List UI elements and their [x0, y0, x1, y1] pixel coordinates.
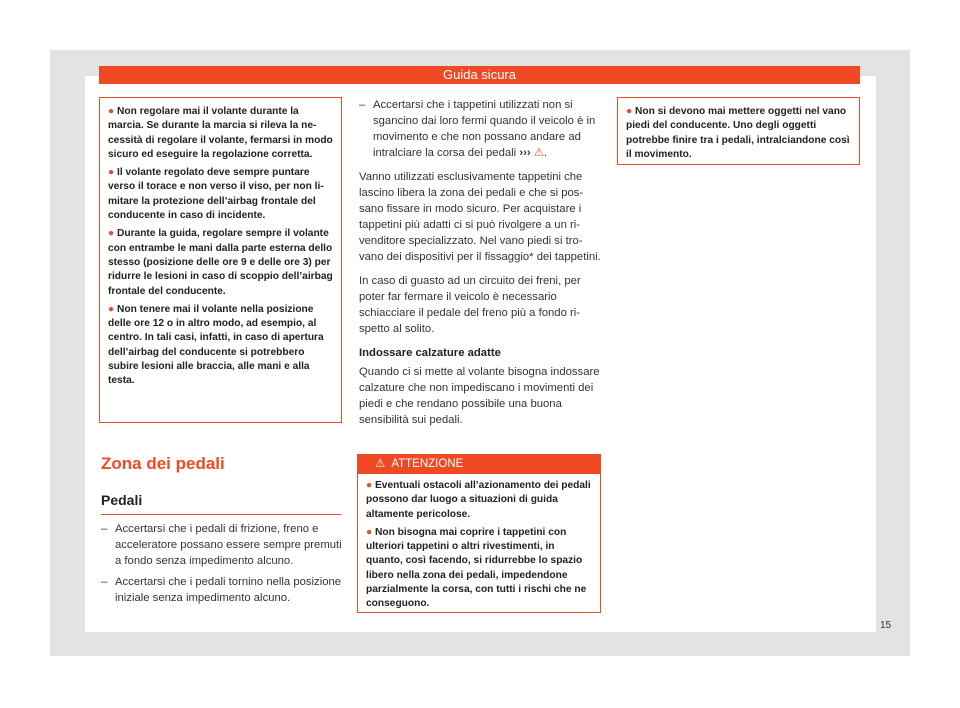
subsection-title: Pedali	[101, 492, 143, 508]
warning-item: ● Eventuali ostacoli all’azionamento dei pedali possono dar luogo a situazioni di guida altamente pericolose.	[366, 480, 591, 520]
warning-item: ● Non si devono mai mettere oggetti nel vano piedi del conducente. Uno degli oggetti potrebbe finire tra i pedali, intralciandone così il movimento.	[626, 106, 850, 160]
warning-triangle-icon: ⚠	[375, 458, 386, 470]
section-title: Zona dei pedali	[101, 454, 225, 473]
divider	[101, 514, 341, 515]
warning-triangle-icon: ⚠	[533, 147, 544, 159]
paragraph: In caso di guasto ad un circuito dei freni, per poter far fermare il veicolo è necessario schiacciare il pedale del freno più a fondo rispetto al solito.	[359, 275, 581, 335]
page-number: 15	[880, 620, 892, 631]
bullet-dot-icon: ●	[108, 167, 115, 179]
page-header: Guida sicura	[99, 66, 860, 84]
left-warning-box	[99, 97, 342, 423]
warning-item: ● Durante la guida, regolare sempre il volante con entrambe le mani dalla parte esterna dello stesso (posizione delle ore 9 e delle ore 3) per ridurre le lesioni in caso di scoppio dell’airbag frontale del conducente.	[108, 228, 333, 297]
warning-item: ● Non tenere mai il volante nella posizione delle ore 12 o in altro modo, ad esempio, al centro. In tali casi, infatti, in caso di apertura dell’airbag del conducente si potrebbero subire lesioni alle braccia, alle mani e alla testa.	[108, 303, 324, 387]
paragraph: Quando ci si mette al volante bisogna indossare calzature che non impediscano i movimenti dei piedi e che rendano possibile una buona sensibilità sui pedali.	[359, 366, 600, 426]
attention-header: ⚠ ATTENZIONE	[357, 454, 601, 474]
warning-item: ● Non bisogna mai coprire i tappetini con ulteriori tappetini o altri rivestimenti, in quanto, così facendo, si ridurrebbe lo spazio libero nella zona dei pedali, impedendone parzialmente la corsa, con tutti i rischi che ne conseguono.	[366, 526, 587, 610]
cross-reference-arrows: ›››	[519, 147, 531, 159]
right-warning-box	[617, 97, 860, 165]
middle-column	[359, 97, 601, 436]
subheading: Indossare calzature adatte	[359, 347, 501, 359]
bullet-dot-icon: ●	[366, 480, 373, 491]
bullet-dot-icon: ●	[108, 228, 115, 240]
pedal-checklist	[101, 521, 342, 611]
list-item: – Accertarsi che i pedali tornino nella posizione iniziale senza impedimento alcuno.	[101, 576, 342, 604]
bullet-dot-icon: ●	[626, 106, 633, 117]
warning-item: ● Non regolare mai il volante durante la marcia. Se durante la marcia si rileva la necessità di regolare il volante, fermarsi in modo sicuro ed eseguire la regolazione corretta.	[108, 106, 333, 160]
paragraph: Vanno utilizzati esclusivamente tappetini che lascino libera la zona dei pedali e che si possano fissare in modo sicuro. Per acquistare i tappetini più adatti ci si può rivolgere a un rivenditore specializzato. Nel vano piedi si trovano dei dispositivi per il fissaggio* dei tappetini.	[359, 171, 601, 263]
warning-item: ● Il volante regolato deve sempre puntare verso il torace e non verso il viso, per non limitare la protezione dell’airbag frontale del conducente in caso di incidente.	[108, 167, 324, 222]
attention-box	[357, 474, 601, 613]
list-item: – Accertarsi che i tappetini utilizzati non si sgancino dai loro fermi quando il veicolo è in movimento e che non possano andare ad intralciare la corsa dei pedali ››› ⚠.	[359, 99, 596, 159]
bullet-dot-icon: ●	[366, 526, 373, 538]
bullet-dot-icon: ●	[108, 106, 115, 117]
list-item: – Accertarsi che i pedali di frizione, freno e acceleratore possano essere sempre premuti a fondo senza impedimento alcuno.	[101, 523, 342, 567]
bullet-dot-icon: ●	[108, 303, 115, 315]
